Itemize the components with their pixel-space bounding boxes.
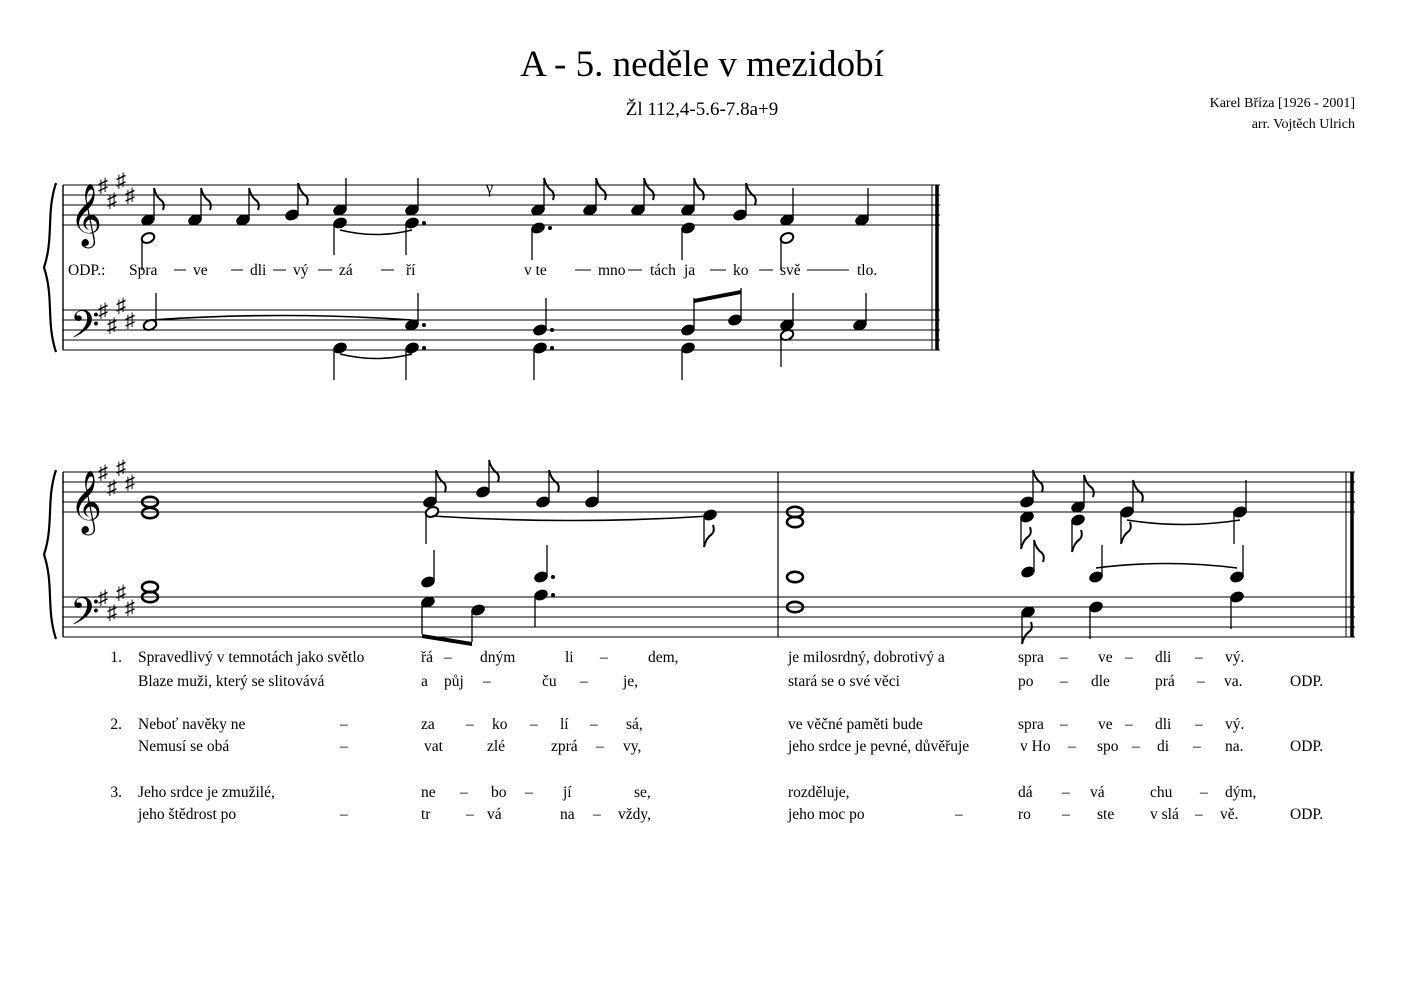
- verse-syllable: ču: [542, 673, 557, 690]
- refrain-cue: ODP.: [1290, 806, 1324, 823]
- verse-syllable: –: [1195, 806, 1203, 823]
- verse-line-intonation: stará se o své věci: [788, 673, 900, 690]
- tie-arc: [432, 516, 710, 521]
- note-flag: [549, 470, 559, 492]
- bass-clef: 𝄢: [70, 591, 100, 642]
- verse-syllable: jí: [563, 784, 572, 801]
- sharp-sign: ♯: [107, 315, 117, 337]
- verse-syllable: –: [1125, 716, 1133, 733]
- refrain-cue: ODP.: [1290, 738, 1324, 755]
- note-flag: [1121, 522, 1131, 544]
- verse-syllable: –: [340, 738, 348, 755]
- verse-syllable: ve: [1098, 716, 1113, 733]
- refrain-cue: ODP.: [1290, 673, 1324, 690]
- verse-syllable: –: [600, 649, 608, 666]
- verse-syllable: –: [340, 806, 348, 823]
- note-flag: [489, 460, 499, 482]
- tie-arc: [340, 354, 412, 359]
- verse-syllable: spra: [1018, 716, 1044, 733]
- verse-syllable: sá,: [626, 716, 643, 733]
- refrain-syllable: tlo.: [857, 262, 878, 279]
- staves: [44, 170, 1355, 642]
- verse-syllable: –: [466, 716, 474, 733]
- verse-syllable: ko: [492, 716, 508, 733]
- refrain-syllable: v te: [524, 262, 547, 279]
- refrain-syllable: dli: [250, 262, 267, 279]
- refrain-syllable: ja: [684, 262, 696, 279]
- note-head: [787, 572, 803, 582]
- note-head: [142, 508, 158, 518]
- verse-syllable: –: [530, 716, 538, 733]
- note-beam: [694, 290, 741, 303]
- sharp-sign: ♯: [107, 477, 117, 499]
- verse-line-intonation: jeho moc po: [788, 806, 865, 823]
- note-flag: [1022, 622, 1032, 644]
- verse-syllable: dým,: [1225, 784, 1257, 801]
- note-beam: [422, 634, 472, 646]
- verse-syllable: –: [1193, 738, 1201, 755]
- verse-line-intonation: Spravedlivý v temnotách jako světlo: [138, 649, 365, 666]
- verse-syllable: vý.: [1225, 716, 1245, 733]
- verse-syllable: lí: [560, 716, 569, 733]
- tie-arc: [1127, 520, 1240, 525]
- verse-syllable: ve: [1098, 649, 1113, 666]
- verse-syllable: vá: [1090, 784, 1105, 801]
- treble-clef: 𝄞: [70, 472, 102, 532]
- verse-syllable: vy,: [623, 738, 642, 755]
- verse-syllable: –: [955, 806, 963, 823]
- verse-number: 3.: [110, 784, 122, 801]
- refrain-label: ODP.:: [68, 262, 106, 279]
- refrain-syllable: vý: [293, 262, 309, 279]
- verse-syllable: je,: [623, 673, 639, 690]
- note-flag: [694, 178, 704, 200]
- augmentation-dot: [422, 221, 426, 225]
- verse-syllable: –: [1060, 673, 1068, 690]
- verse-syllable: bo: [491, 784, 507, 801]
- tie-arc: [340, 230, 412, 235]
- refrain-syllable: Spra: [129, 262, 158, 279]
- refrain-syllable: ří: [406, 262, 416, 279]
- verse-syllable: –: [340, 716, 348, 733]
- verse-line-intonation: Neboť navěky ne: [138, 716, 246, 733]
- note-flag: [154, 188, 164, 210]
- verse-syllable: vat: [424, 738, 443, 755]
- verse-line-intonation: je milosrdný, dobrotivý a: [788, 649, 945, 666]
- sharp-sign: ♯: [98, 175, 108, 197]
- bass-clef: 𝄢: [70, 304, 100, 355]
- psalm-reference: Žl 112,4-5.6-7.8a+9: [625, 99, 779, 120]
- verse-line-intonation: Jeho srdce je zmužilé,: [138, 784, 275, 801]
- verse-number: 2.: [110, 716, 122, 733]
- verse-syllable: vždy,: [618, 806, 651, 823]
- verse-line-intonation: Nemusí se obá: [138, 738, 230, 755]
- verse-syllable: zlé: [487, 738, 506, 755]
- tie-arc: [1096, 564, 1237, 569]
- verse-syllable: –: [466, 806, 474, 823]
- verse-syllable: dá: [1018, 784, 1033, 801]
- verse-text: [110, 649, 1323, 823]
- sharp-sign: ♯: [98, 587, 108, 609]
- composer-credit: Karel Bříza [1926 - 2001]: [1209, 96, 1355, 111]
- verse-syllable: –: [1200, 784, 1208, 801]
- augmentation-dot: [551, 593, 555, 597]
- verse-syllable: –: [596, 738, 604, 755]
- note-flag: [704, 525, 714, 547]
- sharp-sign: ♯: [116, 170, 126, 192]
- verse-syllable: –: [1197, 673, 1205, 690]
- verse-syllable: –: [1195, 649, 1203, 666]
- verse-syllable: –: [1062, 806, 1070, 823]
- augmentation-dot: [550, 328, 554, 332]
- verse-syllable: –: [460, 784, 468, 801]
- verse-line-intonation: ve věčné paměti bude: [788, 716, 923, 733]
- verse-syllable: –: [593, 806, 601, 823]
- augmentation-dot: [550, 346, 554, 350]
- verse-syllable: vě.: [1220, 806, 1239, 823]
- verse-syllable: ne: [421, 784, 436, 801]
- treble-clef: 𝄞: [70, 185, 102, 245]
- verse-syllable: –: [483, 673, 491, 690]
- verse-syllable: půj: [444, 673, 464, 690]
- verse-syllable: –: [525, 784, 533, 801]
- verse-syllable: –: [1060, 649, 1068, 666]
- verse-syllable: vý.: [1225, 649, 1245, 666]
- system-brace: [44, 183, 56, 352]
- sharp-sign: ♯: [98, 300, 108, 322]
- verse-syllable: za: [421, 716, 435, 733]
- verse-syllable: zprá: [551, 738, 578, 755]
- verse-syllable: dným: [480, 649, 516, 666]
- arranger-credit: arr. Vojtěch Ulrich: [1251, 117, 1355, 132]
- note-flag: [436, 470, 446, 492]
- refrain-syllable: ve: [193, 262, 208, 279]
- tie-arc: [150, 316, 412, 321]
- verse-syllable: prá: [1155, 673, 1175, 690]
- note-flag: [249, 188, 259, 210]
- sharp-sign: ♯: [125, 185, 135, 207]
- note-flag: [644, 178, 654, 200]
- verse-syllable: na.: [1225, 738, 1244, 755]
- verse-syllable: chu: [1150, 784, 1173, 801]
- sharp-sign: ♯: [116, 582, 126, 604]
- note-flag: [201, 188, 211, 210]
- sharp-sign: ♯: [116, 457, 126, 479]
- augmentation-dot: [422, 346, 426, 350]
- sharp-sign: ♯: [98, 462, 108, 484]
- verse-syllable: –: [1062, 784, 1070, 801]
- refrain-syllable: zá: [339, 262, 353, 279]
- verse-syllable: va.: [1224, 673, 1243, 690]
- refrain-syllable: ko: [733, 262, 749, 279]
- verse-line-intonation: Blaze muži, který se slitovává: [138, 673, 325, 690]
- refrain-lyrics: [129, 262, 877, 279]
- note-flag: [1033, 470, 1043, 492]
- note-flag: [1133, 480, 1143, 502]
- verse-syllable: dli: [1155, 716, 1172, 733]
- verse-syllable: –: [1125, 649, 1133, 666]
- verse-syllable: ste: [1097, 806, 1115, 823]
- refrain-syllable: tách: [650, 262, 676, 279]
- verse-syllable: –: [590, 716, 598, 733]
- verse-syllable: v slá: [1150, 806, 1179, 823]
- sharp-sign: ♯: [107, 602, 117, 624]
- system-brace: [44, 470, 56, 639]
- verse-syllable: na: [560, 806, 575, 823]
- verse-syllable: li: [565, 649, 574, 666]
- refrain-syllable: mno: [598, 262, 626, 279]
- verse-line-intonation: rozděluje,: [788, 784, 850, 801]
- verse-syllable: v Ho: [1020, 738, 1051, 755]
- verse-syllable: –: [1132, 738, 1140, 755]
- verse-syllable: –: [444, 649, 452, 666]
- sharp-sign: ♯: [125, 472, 135, 494]
- verse-line-intonation: jeho srdce je pevné, důvěřuje: [788, 738, 970, 755]
- verse-syllable: –: [1068, 738, 1076, 755]
- verse-syllable: spra: [1018, 649, 1044, 666]
- verse-syllable: dli: [1155, 649, 1172, 666]
- refrain-syllable: svě: [780, 262, 801, 279]
- verse-syllable: –: [1195, 716, 1203, 733]
- verse-syllable: –: [580, 673, 588, 690]
- verse-syllable: vá: [487, 806, 502, 823]
- sharp-sign: ♯: [107, 190, 117, 212]
- note-flag: [298, 183, 308, 205]
- verse-syllable: –: [1060, 716, 1068, 733]
- augmentation-dot: [548, 226, 552, 230]
- verse-syllable: se,: [634, 784, 651, 801]
- score-title: A - 5. neděle v mezidobí: [520, 44, 884, 85]
- augmentation-dot: [422, 323, 426, 327]
- verse-syllable: ro: [1018, 806, 1031, 823]
- note-flag: [1034, 540, 1044, 562]
- sharp-sign: ♯: [125, 310, 135, 332]
- note-flag: [544, 178, 554, 200]
- notes: [140, 178, 1247, 646]
- eighth-rest: γ: [486, 180, 494, 197]
- note-flag: [596, 178, 606, 200]
- verse-syllable: tr: [421, 806, 431, 823]
- note-flag: [1084, 475, 1094, 497]
- verse-syllable: po: [1018, 673, 1034, 690]
- verse-syllable: dem,: [648, 649, 679, 666]
- verse-syllable: a: [421, 673, 428, 690]
- sharp-sign: ♯: [116, 295, 126, 317]
- verse-line-intonation: jeho štědrost po: [138, 806, 237, 823]
- verse-syllable: di: [1157, 738, 1170, 755]
- note-flag: [1072, 530, 1082, 552]
- verse-syllable: dle: [1091, 673, 1110, 690]
- augmentation-dot: [551, 575, 555, 579]
- verse-number: 1.: [110, 649, 122, 666]
- note-flag: [1021, 527, 1031, 549]
- sharp-sign: ♯: [125, 597, 135, 619]
- note-flag: [746, 183, 756, 205]
- verse-syllable: řá: [421, 649, 434, 666]
- verse-syllable: spo: [1097, 738, 1119, 755]
